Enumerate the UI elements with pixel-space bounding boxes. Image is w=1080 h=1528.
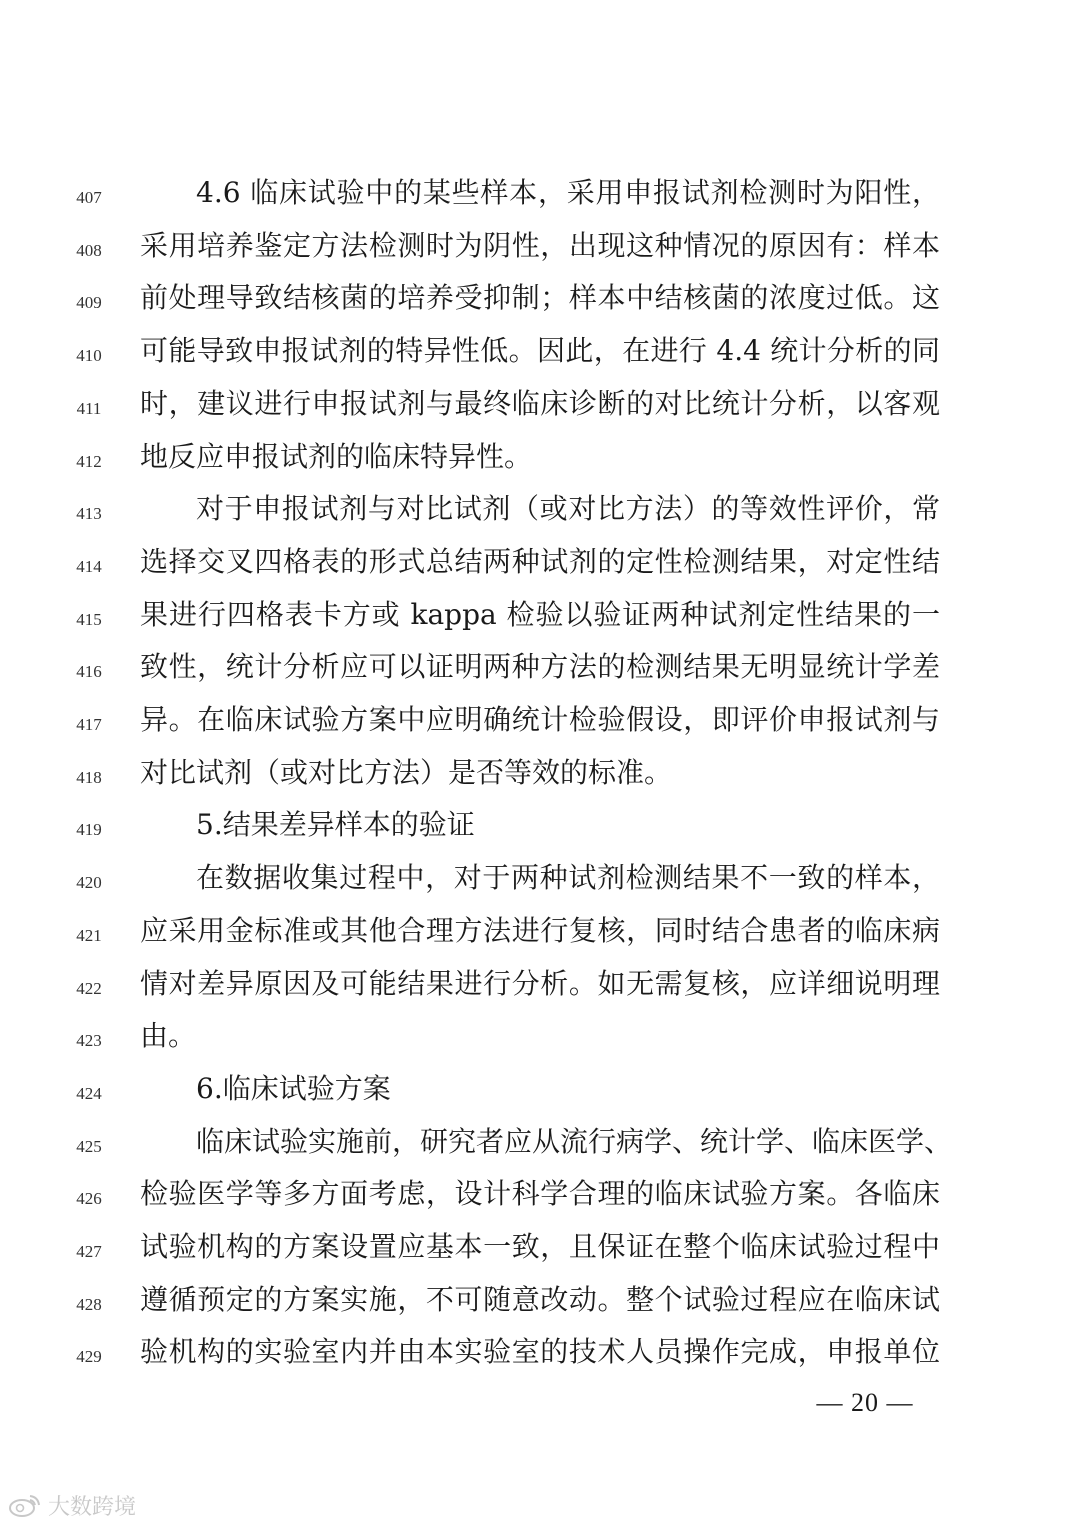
document-line xyxy=(0,326,1080,378)
line-number: 416 xyxy=(76,662,102,682)
line-text: 对于申报试剂与对比试剂（或对比方法）的等效性评价，常 xyxy=(196,492,940,526)
document-line xyxy=(0,168,1080,220)
line-text: 地反应申报试剂的临床特异性。 xyxy=(140,439,533,473)
line-text: 情对差异原因及可能结果进行分析。如无需复核，应详细说明理 xyxy=(140,966,940,1000)
line-number: 413 xyxy=(76,504,102,524)
line-number: 415 xyxy=(76,609,102,629)
line-number: 408 xyxy=(76,240,102,260)
line-text: 试验机构的方案设置应基本一致，且保证在整个临床试验过程中 xyxy=(140,1230,940,1263)
line-text: 采用培养鉴定方法检测时为阴性，出现这种情况的原因有：样本 xyxy=(140,228,940,262)
document-line xyxy=(0,590,1080,642)
line-number: 421 xyxy=(76,925,102,945)
line-number: 414 xyxy=(76,556,102,576)
document-line xyxy=(0,1169,1080,1221)
document-line xyxy=(0,1064,1080,1116)
line-number: 429 xyxy=(76,1347,102,1367)
document-line xyxy=(0,1327,1080,1379)
line-text: 由。 xyxy=(140,1019,197,1053)
document-line xyxy=(0,1011,1080,1063)
document-line xyxy=(0,642,1080,694)
line-text: 选择交叉四格表的形式总结两种试剂的定性检测结果，对定性结 xyxy=(140,544,940,578)
line-number: 407 xyxy=(76,188,102,207)
weibo-icon xyxy=(8,1492,42,1518)
document-line xyxy=(0,379,1080,431)
line-number: 425 xyxy=(76,1136,102,1156)
document-line xyxy=(0,432,1080,484)
line-text: 5.结果差异样本的验证 xyxy=(196,808,475,842)
line-number: 426 xyxy=(76,1189,102,1209)
line-text: 异。在临床试验方案中应明确统计检验假设，即评价申报试剂与 xyxy=(140,703,940,736)
line-number: 411 xyxy=(76,398,102,418)
document-line xyxy=(0,853,1080,905)
document-line xyxy=(0,537,1080,589)
line-number: 424 xyxy=(76,1083,102,1103)
document-line xyxy=(0,748,1080,800)
document-line xyxy=(0,221,1080,273)
line-number: 422 xyxy=(76,978,102,998)
document-line xyxy=(0,906,1080,958)
line-text: 遵循预定的方案实施，不可随意改动。整个试验过程应在临床试 xyxy=(140,1282,940,1316)
document-line xyxy=(0,1275,1080,1327)
line-text: 6.临床试验方案 xyxy=(196,1071,391,1105)
line-text: 对比试剂（或对比方法）是否等效的标准。 xyxy=(140,755,673,789)
line-text: 果进行四格表卡方或 kappa 检验以验证两种试剂定性结果的一 xyxy=(140,597,940,631)
line-number: 419 xyxy=(76,820,102,840)
line-number: 410 xyxy=(76,346,102,366)
line-text: 检验医学等多方面考虑，设计科学合理的临床试验方案。各临床 xyxy=(140,1177,940,1211)
line-text: 4.6 临床试验中的某些样本，采用申报试剂检测时为阳性， xyxy=(196,176,940,209)
line-text: 致性，统计分析应可以证明两种方法的检测结果无明显统计学差 xyxy=(140,650,940,684)
line-text: 可能导致申报试剂的特异性低。因此，在进行 4.4 统计分析的同 xyxy=(140,334,940,368)
line-number: 412 xyxy=(76,451,102,471)
line-number: 427 xyxy=(76,1242,102,1261)
line-number: 417 xyxy=(76,715,102,734)
line-number: 420 xyxy=(76,873,102,893)
line-text: 时，建议进行申报试剂与最终临床诊断的对比统计分析，以客观 xyxy=(140,386,940,420)
line-text: 验机构的实验室内并由本实验室的技术人员操作完成，申报单位 xyxy=(140,1335,940,1369)
document-line xyxy=(0,484,1080,536)
line-text: 临床试验实施前，研究者应从流行病学、统计学、临床医学、 xyxy=(196,1124,953,1158)
line-text: 应采用金标准或其他合理方法进行复核，同时结合患者的临床病 xyxy=(140,913,940,947)
line-number: 418 xyxy=(76,767,102,787)
line-number: 423 xyxy=(76,1031,102,1051)
page-number: — 20 — xyxy=(816,1388,914,1417)
line-text: 前处理导致结核菌的培养受抑制；样本中结核菌的浓度过低。这 xyxy=(140,281,940,315)
line-text: 在数据收集过程中，对于两种试剂检测结果不一致的样本， xyxy=(196,861,940,895)
watermark-text: 大数跨境 xyxy=(48,1494,137,1520)
line-number: 428 xyxy=(76,1294,102,1314)
watermark xyxy=(8,1490,136,1520)
line-number: 409 xyxy=(76,293,102,313)
document-line xyxy=(0,273,1080,325)
document-line xyxy=(0,695,1080,747)
document-line xyxy=(0,959,1080,1011)
document-line xyxy=(0,1117,1080,1169)
document-line xyxy=(0,800,1080,852)
document-line xyxy=(0,1222,1080,1274)
